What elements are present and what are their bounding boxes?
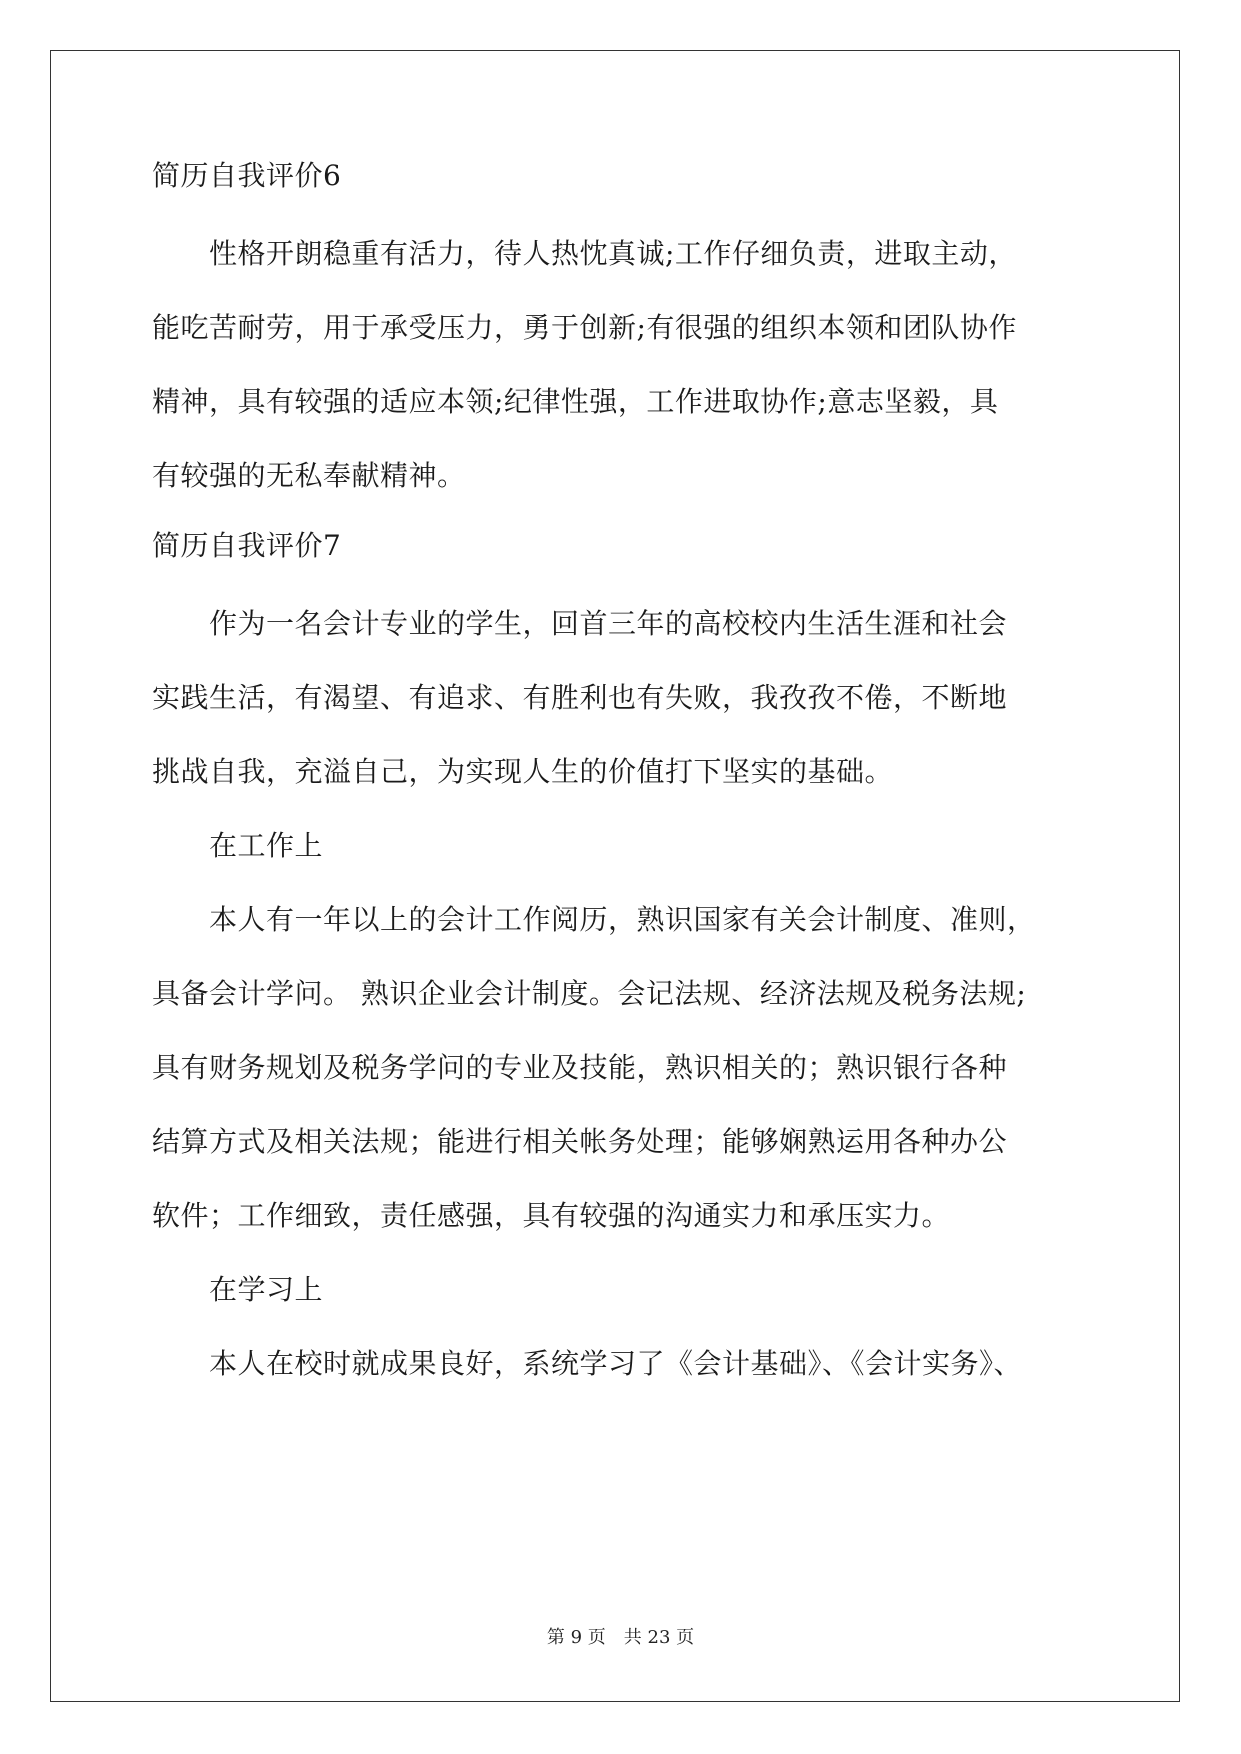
text-line: 结算方式及相关法规；能进行相关帐务处理；能够娴熟运用各种办公 xyxy=(152,1125,1008,1158)
text-line: 精神，具有较强的适应本领;纪律性强，工作进取协作;意志坚毅，具 xyxy=(152,385,999,418)
page-border xyxy=(50,50,1180,1702)
text-line: 挑战自我，充溢自己，为实现人生的价值打下坚实的基础。 xyxy=(152,755,894,788)
section-heading: 简历自我评价7 xyxy=(152,529,342,562)
text-line: 在工作上 xyxy=(152,829,324,862)
text-line: 实践生活，有渴望、有追求、有胜利也有失败，我孜孜不倦，不断地 xyxy=(152,681,1008,714)
text-line: 在学习上 xyxy=(152,1273,324,1306)
page-number-footer: 第 9 页 共 23 页 xyxy=(546,1627,695,1648)
text-line: 具有财务规划及税务学问的专业及技能，熟识相关的；熟识银行各种 xyxy=(152,1051,1008,1084)
text-line: 性格开朗稳重有活力，待人热忱真诚;工作仔细负责，进取主动， xyxy=(152,237,1017,270)
section-heading: 简历自我评价6 xyxy=(152,159,342,192)
text-line: 能吃苦耐劳，用于承受压力，勇于创新;有很强的组织本领和团队协作 xyxy=(152,311,1017,344)
text-line: 具备会计学问。 熟识企业会计制度。会记法规、经济法规及税务法规; xyxy=(152,977,1027,1010)
text-line: 作为一名会计专业的学生，回首三年的高校校内生活生涯和社会 xyxy=(152,607,1008,640)
text-line: 有较强的无私奉献精神。 xyxy=(152,459,466,492)
text-line: 软件；工作细致，责任感强，具有较强的沟通实力和承压实力。 xyxy=(152,1199,951,1232)
text-line: 本人有一年以上的会计工作阅历，熟识国家有关会计制度、准则， xyxy=(152,903,1036,936)
text-line: 本人在校时就成果良好，系统学习了《会计基础》、《会计实务》、 xyxy=(152,1347,1023,1380)
